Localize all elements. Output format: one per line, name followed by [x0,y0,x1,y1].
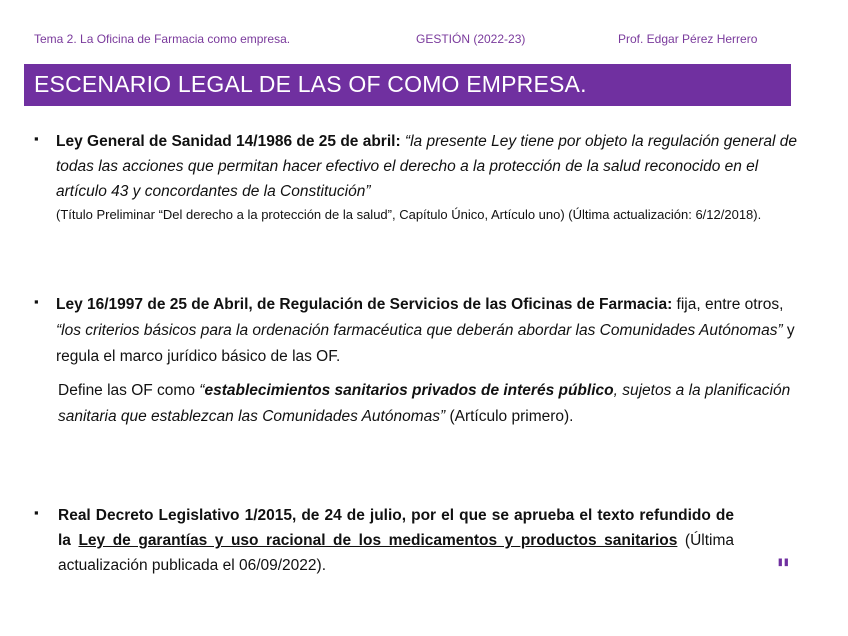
item1-law: Ley General de Sanidad 14/1986 de 25 de abril: [56,133,401,150]
header-subject: GESTIÓN (2022-23) [416,32,526,46]
item3-law-link[interactable]: Ley de garantías y uso racional de los medicamentos y productos sanitarios [78,532,678,549]
item2-text-b: y regula el marco jurídico básico de las OF. [56,322,795,365]
title-banner [24,64,791,106]
bullet-icon: ▪ [34,505,39,520]
header-professor: Prof. Edgar Pérez Herrero [618,32,758,46]
list-item-real-decreto [34,503,734,578]
item2-text [56,292,804,370]
item3-law: Real Decreto Legislativo 1/2015, de 24 de julio, por el que se aprueba el texto refundido de la [58,507,734,549]
item2-def-quote-rest: , sujetos a la planificación sanitaria que establezcan las Comunidades Autónomas” [58,382,791,425]
item2-text-a: fija, entre otros, [672,296,784,313]
item1-quote: “la presente Ley tiene por objeto la regulación general de todas las acciones que permitan hacer efectivo el derecho a la protección de la salud reconocido en el artículo 43 y concordantes de la Constitución” [56,133,797,200]
item2-def-quote-open: “ [199,382,205,399]
quote-logo-icon: " [776,553,788,586]
item2-definition [58,378,804,430]
item2-def-suffix: (Artículo primero). [445,408,574,425]
item3-text [58,503,734,578]
list-item-ley-general-sanidad [34,129,804,226]
bullet-icon: ▪ [34,294,39,309]
item1-note: (Título Preliminar “Del derecho a la protección de la salud”, Capítulo Único, Artículo uno) (Última actualización: 6/12/2018). [56,207,762,222]
item2-def-bold: establecimientos sanitarios privados de interés público [204,382,614,399]
item2-law: Ley 16/1997 de 25 de Abril, de Regulación de Servicios de las Oficinas de Farmacia: [56,296,673,313]
header-course-topic: Tema 2. La Oficina de Farmacia como empresa. [34,32,291,46]
item3-note: (Última actualización publicada el 06/09/2022). [58,532,735,574]
item2-quote: “los criterios básicos para la ordenación farmacéutica que deberán abordar las Comunidades Autónomas” [56,322,783,339]
slide-title: ESCENARIO LEGAL DE LAS OF COMO EMPRESA. [34,71,587,97]
bullet-icon: ▪ [34,131,39,146]
list-item-ley-16-1997 [34,292,804,430]
item2-def-prefix: Define las OF como [58,382,200,399]
item1-text [56,129,804,204]
